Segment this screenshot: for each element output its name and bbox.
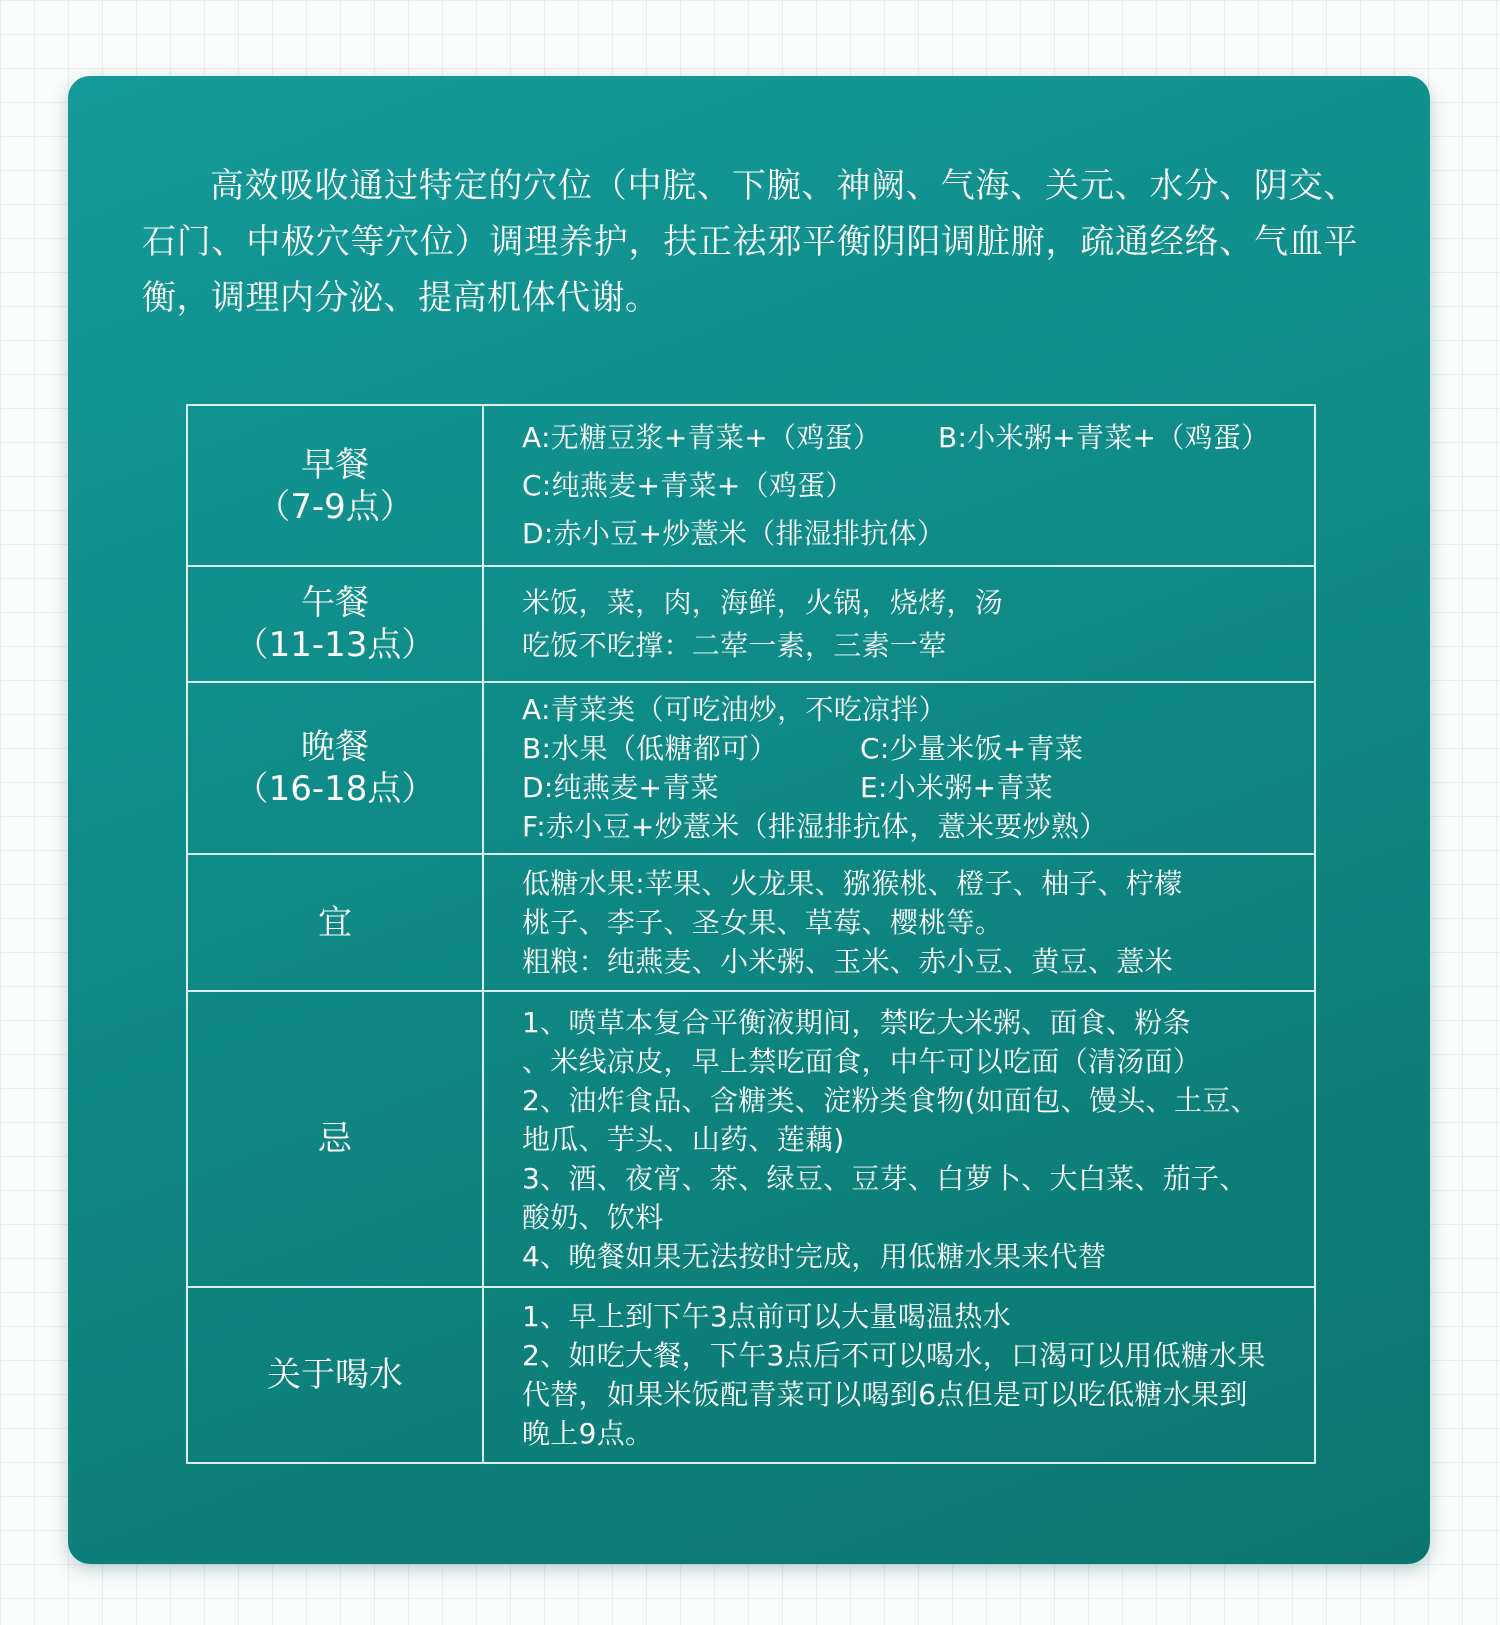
breakfast-option-a: A:无糖豆浆+青菜+（鸡蛋）	[522, 420, 882, 454]
dinner-option-d: D:纯燕麦+青菜	[522, 771, 719, 804]
suitable-name: 宜	[318, 902, 352, 943]
avoid-item-3-line-2: 酸奶、饮料	[522, 1200, 664, 1234]
row-content-dinner	[483, 682, 1315, 854]
lunch-time: （11-13点）	[234, 625, 436, 665]
lunch-name: 午餐	[301, 583, 369, 623]
dinner-option-a: A:青菜类（可吃油炒，不吃凉拌）	[522, 693, 947, 726]
suitable-line-1: 低糖水果:苹果、火龙果、猕猴桃、橙子、柚子、柠檬	[522, 867, 1183, 900]
suitable-line-2: 桃子、李子、圣女果、草莓、樱桃等。	[522, 906, 1004, 939]
dinner-time: （16-18点）	[234, 769, 436, 809]
table-row-avoid	[187, 991, 1315, 1287]
row-label-lunch	[187, 566, 483, 682]
dinner-option-c: C:少量米饭+青菜	[860, 732, 1084, 765]
breakfast-option-d: D:赤小豆+炒薏米（排湿排抗体）	[522, 516, 946, 550]
intro-paragraph: 高效吸收通过特定的穴位（中脘、下腕、神阙、气海、关元、水分、阴交、石门、中极穴等穴位）调理养护，扶正祛邪平衡阴阳调脏腑，疏通经络、气血平衡，调理内分泌、提高机体代谢。	[142, 166, 1358, 318]
dinner-option-b: B:水果（低糖都可）	[522, 732, 778, 765]
dinner-option-e: E:小米粥+青菜	[860, 771, 1053, 804]
avoid-item-1-line-1: 1、喷草本复合平衡液期间，禁吃大米粥、面食、粉条	[522, 1005, 1192, 1039]
table-row-dinner	[187, 682, 1315, 854]
dinner-option-f: F:赤小豆+炒薏米（排湿排抗体，薏米要炒熟）	[522, 810, 1108, 843]
row-label-dinner	[187, 682, 483, 854]
row-content-breakfast	[483, 405, 1315, 566]
row-content-avoid	[483, 991, 1315, 1287]
water-item-1: 1、早上到下午3点前可以大量喝温热水	[522, 1300, 1012, 1333]
avoid-item-4: 4、晚餐如果无法按时完成，用低糖水果来代替	[522, 1239, 1107, 1273]
table-row-suitable	[187, 854, 1315, 991]
water-name: 关于喝水	[267, 1355, 403, 1395]
dinner-options-bc	[522, 729, 1300, 768]
breakfast-option-b: B:小米粥+青菜+（鸡蛋）	[938, 420, 1270, 454]
row-label-suitable	[187, 854, 483, 991]
avoid-name: 忌	[318, 1119, 352, 1159]
avoid-item-3-line-1: 3、酒、夜宵、茶、绿豆、豆芽、白萝卜、大白菜、茄子、	[522, 1161, 1248, 1195]
water-item-2-line-2: 代替，如果米饭配青菜可以喝到6点但是可以吃低糖水果到	[522, 1378, 1248, 1411]
avoid-item-2-line-1: 2、油炸食品、含糖类、淀粉类食物(如面包、馒头、土豆、	[522, 1083, 1259, 1117]
table-row-water	[187, 1287, 1315, 1463]
breakfast-name: 早餐	[301, 444, 369, 485]
breakfast-option-c: C:纯燕麦+青菜+（鸡蛋）	[522, 468, 854, 502]
water-item-2-line-1: 2、如吃大餐，下午3点后不可以喝水，口渴可以用低糖水果	[522, 1339, 1266, 1372]
table-row-breakfast	[187, 405, 1315, 566]
water-item-2-line-3: 晚上9点。	[522, 1417, 654, 1450]
avoid-item-1-line-2: 、米线凉皮，早上禁吃面食，中午可以吃面（清汤面）	[522, 1044, 1202, 1078]
row-content-lunch	[483, 566, 1315, 682]
dinner-name: 晚餐	[301, 727, 369, 767]
row-label-avoid	[187, 991, 483, 1287]
dinner-options-de	[522, 768, 1300, 807]
table-row-lunch	[187, 566, 1315, 682]
diet-table	[186, 404, 1316, 1464]
row-label-water	[187, 1287, 483, 1463]
row-content-water	[483, 1287, 1315, 1463]
row-content-suitable	[483, 854, 1315, 991]
lunch-line-2: 吃饭不吃撑：二荤一素，三素一荤	[522, 629, 947, 662]
avoid-item-2-line-2: 地瓜、芋头、山药、莲藕)	[522, 1122, 845, 1156]
suitable-line-3: 粗粮：纯燕麦、小米粥、玉米、赤小豆、黄豆、薏米	[522, 945, 1173, 978]
breakfast-time: （7-9点）	[256, 486, 414, 527]
row-label-breakfast	[187, 405, 483, 566]
lunch-line-1: 米饭，菜，肉，海鲜，火锅，烧烤，汤	[522, 586, 1004, 619]
breakfast-options-ab	[522, 414, 1300, 462]
